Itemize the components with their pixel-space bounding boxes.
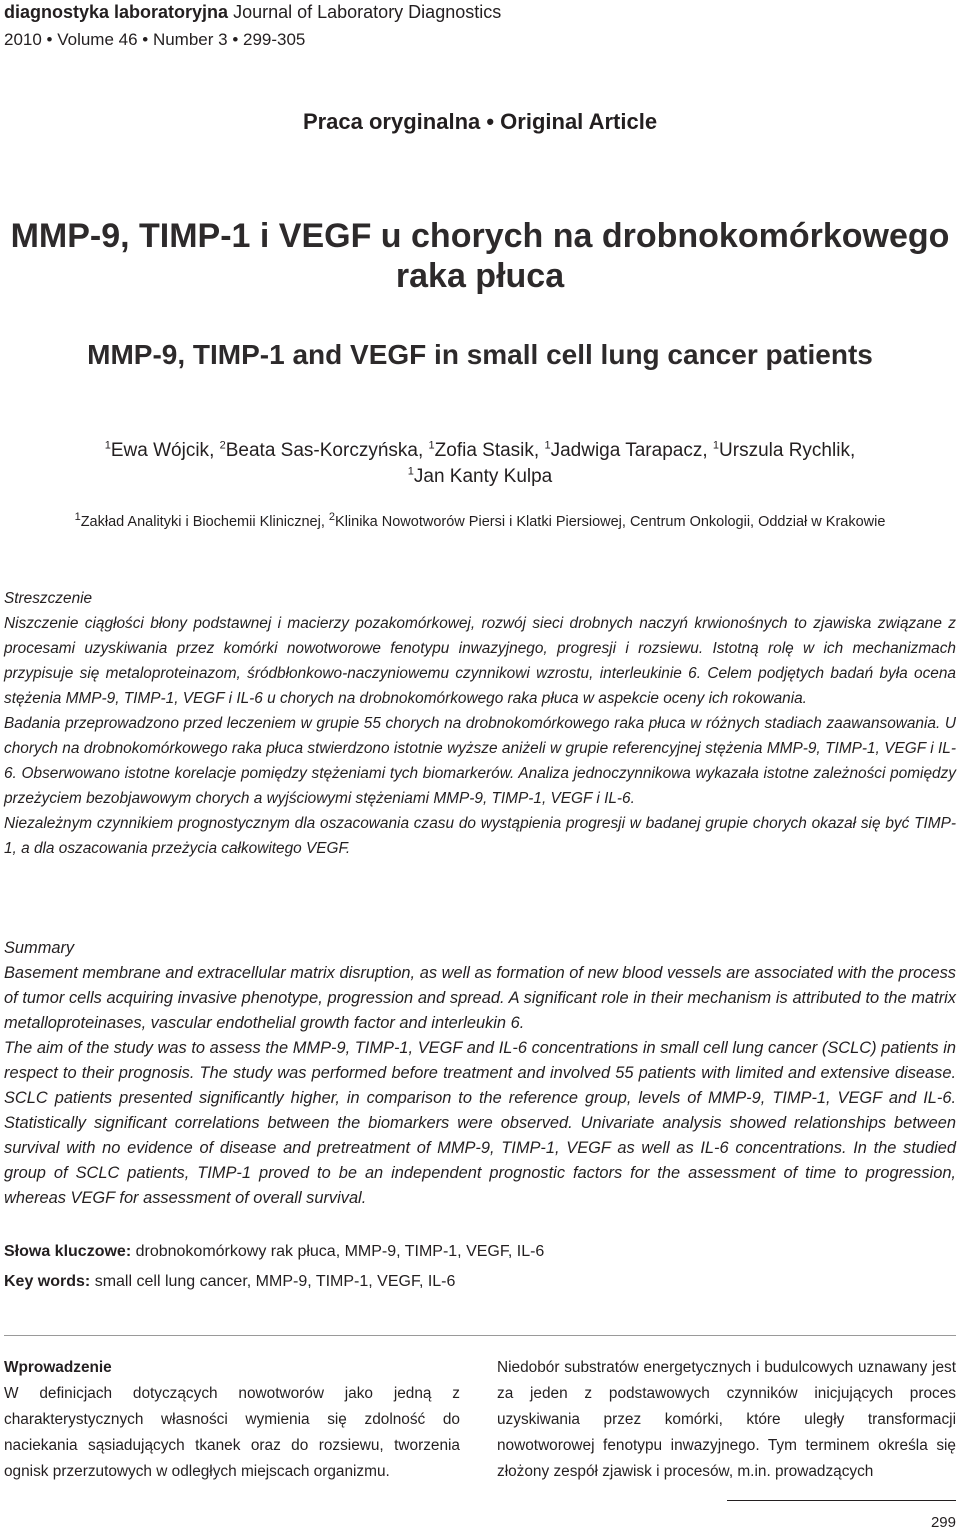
abstract-polish-heading: Streszczenie (4, 590, 93, 607)
abstract-polish-paragraph: Niezależnym czynnikiem prognostycznym dla oszacowania czasu do wystąpienia progresji w badanej grupie chorych okazał się być TIMP-1, a dla oszacowania przeżycia całkowitego VEGF. (4, 815, 956, 857)
title-english: MMP-9, TIMP-1 and VEGF in small cell lung cancer patients (87, 339, 873, 370)
title-polish (0, 216, 960, 296)
page-number: 299 (930, 1514, 956, 1531)
abstract-polish-paragraph: Niszczenie ciągłości błony podstawnej i macierzy pozakomórkowej, rozwój sieci drobnych naczyń krwionośnych to zjawiska związane z procesami uzyskiwania przez komórki nowotworowe fenotypu inwazyjnego, progresji i rozsiewu. Istotną rolę w ich mechanizmach przypisuje się metaloproteinazom, śródbłonkowo-naczyniowemu czynnikowi wzrostu, interleukinie 6. Celem podjętych badań była ocena stężenia MMP-9, TIMP-1, VEGF i IL-6 u chorych na drobnokomórkowego raka płuca w aspekcie oceny ich rokowania. (4, 615, 956, 707)
abstract-polish-paragraph: Badania przeprowadzono przed leczeniem w grupie 55 chorych na drobnokomórkowego raka płuca w różnych stadiach zaawansowania. U chorych na drobnokomórkowego raka płuca stwierdzono istotnie wyższe aniżeli w grupie referencyjnej stężenia MMP-9, TIMP-1, VEGF i IL-6. Obserwowano istotne korelacje pomiędzy stężeniami tych biomarkerów. Analiza jednoczynnikowa wykazała istotne zależności pomiędzy przeżyciem bezobjawowym chorych a wyjściowymi stężeniami MMP-9, TIMP-1, VEGF i IL-6. (4, 715, 956, 807)
author: $^2$Beata Sas-Korczyńska (219, 439, 418, 461)
section-divider (4, 1335, 956, 1336)
author: $^1$Zofia Stasik (428, 439, 534, 461)
intro-left-column (4, 1355, 460, 1485)
author: $^1$Urszula Rychlik (712, 439, 850, 461)
keywords-polish-label: Słowa kluczowe: (4, 1243, 132, 1260)
keywords-english-text: small cell lung cancer, MMP-9, TIMP-1, VEGF, IL-6 (94, 1273, 456, 1290)
intro-right-text: Niedobór substratów energetycznych i budulcowych uznawany jest za jeden z podstawowych czynników inicjujących proces uzyskiwania przez komórki, które uległy transformacji nowotworowej fenotypu inwazyjnego. Tym terminem określa się złożony zespół zjawisk i procesów, m.in. prowadzących (497, 1359, 956, 1480)
journal-name-en: Journal of Laboratory Diagnostics (233, 2, 502, 22)
keywords-english-label: Key words: (4, 1273, 91, 1290)
abstract-english (4, 936, 956, 1211)
journal-header (4, 2, 501, 23)
article-type: Praca oryginalna • Original Article (302, 109, 658, 134)
abstract-english-heading: Summary (4, 939, 75, 957)
keywords-english (4, 1273, 455, 1291)
title-polish-line1: MMP-9, TIMP-1 i VEGF u chorych na drobnokomórkowego (10, 217, 950, 255)
keywords-polish (4, 1243, 544, 1261)
affiliations: $^1$Zakład Analityki i Biochemii Klinicznej, $^2$Klinika Nowotworów Piersi i Klatki Piersiowej, Centrum Onkologii, Oddział w Krakowie (74, 511, 886, 530)
intro-heading: Wprowadzenie (4, 1359, 112, 1376)
journal-name-pl: diagnostyka laboratoryjna (4, 2, 229, 22)
abstract-polish (4, 586, 956, 861)
author: $^1$Jadwiga Tarapacz (544, 439, 703, 461)
abstract-english-paragraph: Basement membrane and extracellular matrix disruption, as well as formation of new blood vessels are associated with the process of tumor cells acquiring invasive phenotype, progression and spread. A significant role in their mechanism is attributed to the matrix metalloproteinases, vascular endothelial growth factor and interleukin 6. (4, 964, 956, 1032)
title-polish-line2: raka płuca (395, 257, 565, 295)
intro-left-text: W definicjach dotyczących nowotworów jako jedną z charakterystycznych własności wymienia się zdolność do naciekania sąsiadujących tkanek oraz do rozsiewu, tworzenia ognisk przerzutowych w odległych miejscach organizmu. (4, 1385, 460, 1480)
footer-rule (727, 1500, 956, 1501)
affiliation-2: Klinika Nowotworów Piersi i Klatki Piersiowej, Centrum Onkologii, Oddział w Krakowie (335, 514, 886, 530)
keywords-polish-text: drobnokomórkowy rak płuca, MMP-9, TIMP-1, VEGF, IL-6 (135, 1243, 545, 1260)
author-list: $^1$Ewa Wójcik, $^2$Beata Sas-Korczyńska, $^1$Zofia Stasik, $^1$Jadwiga Tarapacz, $^1$Urszula Rychlik, $^1$Jan Kanty Kulpa (104, 439, 856, 487)
journal-issue: 2010 • Volume 46 • Number 3 • 299-305 (4, 30, 306, 49)
abstract-english-paragraph: The aim of the study was to assess the MMP-9, TIMP-1, VEGF and IL-6 concentrations in small cell lung cancer (SCLC) patients in respect to their prognosis. The study was performed before treatment and involved 55 patients with limited and extensive disease. SCLC patients presented significantly higher, in comparison to the reference group, levels of MMP-9, TIMP-1, VEGF and IL-6. Statistically significant correlations between the biomarkers were observed. Univariate analysis showed relationships between survival with no evidence of disease and pretreatment of MMP-9, TIMP-1, VEGF as well as IL-6 concentrations. In the studied group of SCLC patients, TIMP-1 proved to be an independent prognostic factors for the assessment of time to progression, whereas VEGF for assessment of overall survival. (4, 1039, 956, 1207)
affiliation-1: Zakład Analityki i Biochemii Klinicznej, (80, 514, 325, 530)
author: $^1$Ewa Wójcik (104, 439, 210, 461)
author: $^1$Jan Kanty Kulpa (407, 465, 553, 487)
intro-right-column (497, 1355, 956, 1485)
